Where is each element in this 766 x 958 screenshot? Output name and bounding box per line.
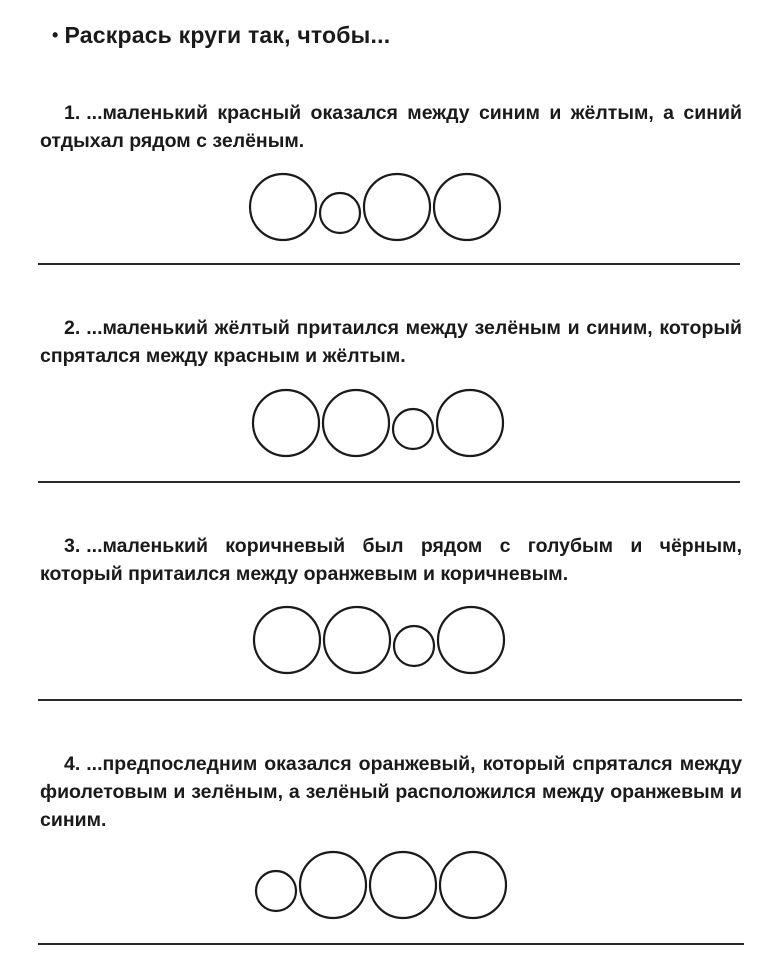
task-2-circle-3-small[interactable] <box>393 409 433 449</box>
task-3-circle-2-large[interactable] <box>324 607 390 673</box>
task-4-circle-3-large[interactable] <box>370 852 436 918</box>
heading-text: Раскрась круги так, чтобы... <box>64 22 391 48</box>
task-2-number: 2. <box>64 317 81 339</box>
task-2-circle-4-large[interactable] <box>437 390 503 456</box>
task-1-circle-3-large[interactable] <box>364 174 430 240</box>
task-3-text: ...маленький коричневый был рядом с голубым и чёрным, который притаился между оранжевым и коричневым. <box>40 535 742 585</box>
task-3-circle-1-large[interactable] <box>254 607 320 673</box>
task-4-circle-4-large[interactable] <box>440 852 506 918</box>
task-3-number: 3. <box>64 535 81 557</box>
task-3-circle-4-large[interactable] <box>438 607 504 673</box>
task-1-circle-2-small[interactable] <box>320 193 360 233</box>
task-2-circle-1-large[interactable] <box>253 390 319 456</box>
task-2-text: ...маленький жёлтый притаился между зелёным и синим, который спрятался между красным и жёлтым. <box>40 317 742 367</box>
task-3-circle-3-small[interactable] <box>394 626 434 666</box>
task-4-circle-1-small[interactable] <box>256 871 296 911</box>
task-4-number: 4. <box>64 753 81 775</box>
task-2-circle-2-large[interactable] <box>323 390 389 456</box>
heading-bullet: • <box>52 25 59 45</box>
task-1-circle-1-large[interactable] <box>250 174 316 240</box>
task-1-circle-4-large[interactable] <box>434 174 500 240</box>
task-1-text: ...маленький красный оказался между синим и жёлтым, а синий отдыхал рядом с зелёным. <box>40 102 742 152</box>
task-4-text: ...предпоследним оказался оранжевый, который спрятался между фиолетовым и зелёным, а зелёный расположился между оранжевым и синим. <box>40 753 742 831</box>
task-4-circle-2-large[interactable] <box>300 852 366 918</box>
task-1-number: 1. <box>64 102 81 124</box>
